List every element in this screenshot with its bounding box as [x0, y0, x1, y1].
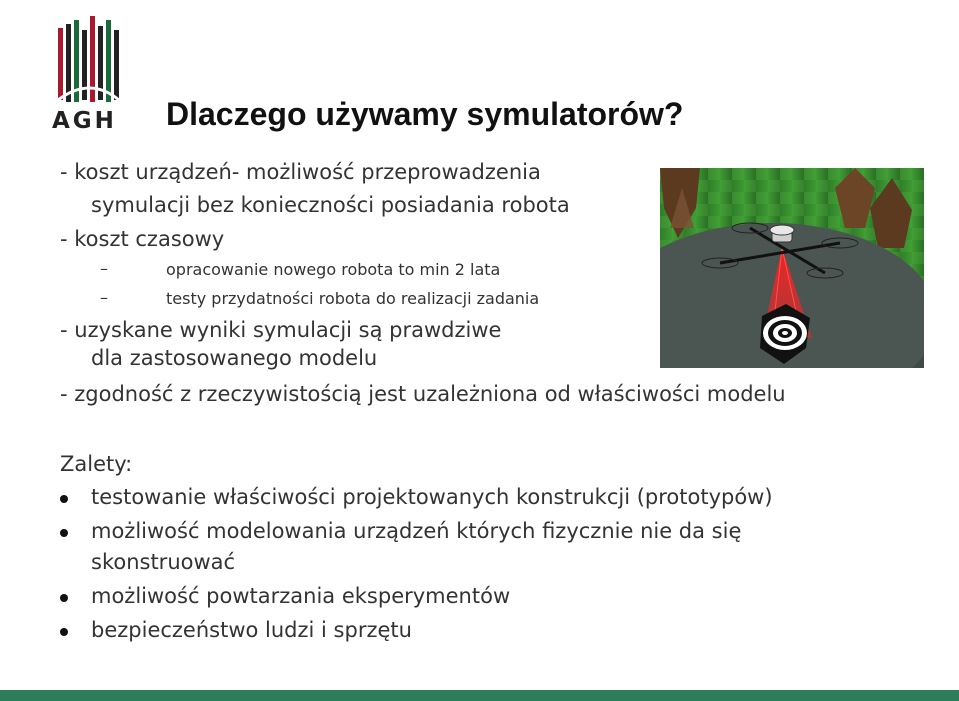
- point-cost-devices-line1: - koszt urządzeń- możliwość przeprowadzenia: [60, 160, 541, 184]
- dash-marker: –: [100, 259, 108, 278]
- advantage-item: możliwość powtarzania eksperymentów: [91, 584, 511, 608]
- subpoint-testing: testy przydatności robota do realizacji zadania: [166, 289, 540, 308]
- bullet-marker: [60, 529, 68, 537]
- advantage-item: bezpieczeństwo ludzi i sprzętu: [91, 618, 412, 642]
- bullet-marker: [60, 628, 68, 636]
- point-conformity: - zgodność z rzeczywistością jest uzależniona od właściwości modelu: [60, 382, 786, 406]
- advantages-heading: Zalety:: [60, 452, 133, 476]
- advantage-item: testowanie właściwości projektowanych konstrukcji (prototypów): [91, 485, 773, 509]
- point-sim-results-line1: - uzyskane wyniki symulacji są prawdziwe: [60, 318, 502, 342]
- subpoint-development-time: opracowanie nowego robota to min 2 lata: [166, 260, 501, 279]
- logo-text: AGH: [52, 108, 117, 134]
- point-cost-time: - koszt czasowy: [60, 227, 225, 251]
- advantage-item-continued: skonstruować: [91, 550, 236, 574]
- advantage-item: możliwość modelowania urządzeń których fizycznie nie da się: [91, 519, 742, 543]
- point-sim-results-line2: dla zastosowanego modelu: [91, 346, 378, 370]
- bottom-accent-bar: [0, 690, 959, 701]
- point-cost-devices-line2: symulacji bez konieczności posiadania robota: [91, 193, 570, 217]
- page-title: Dlaczego używamy symulatorów?: [166, 96, 684, 132]
- dash-marker: –: [100, 288, 108, 307]
- bullet-marker: [60, 495, 68, 503]
- simulation-image: [660, 168, 924, 368]
- bullet-marker: [60, 594, 68, 602]
